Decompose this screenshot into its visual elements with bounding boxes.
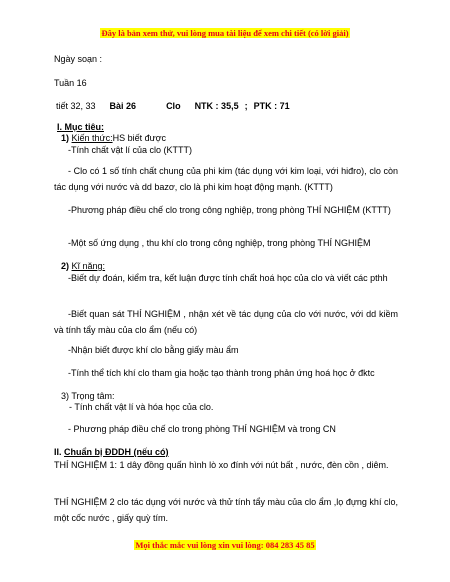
- preparation-item: THÍ NGHIỆM 1: 1 dây đồng quấn hình lò xo đính với nút bất , nước, đèn cồn , diêm.: [54, 460, 389, 470]
- week-label: Tuần 16: [54, 78, 87, 88]
- lesson-header: [56, 101, 290, 112]
- knowledge-item: -Tính chất vật lí của clo (KTTT): [68, 145, 193, 155]
- objectives-heading: I. Mục tiêu:: [57, 122, 104, 132]
- focus-item: - Phương pháp điều chế clo trong phòng THÍ NGHIỆM và trong CN: [68, 424, 336, 434]
- focus-heading: 3) Trọng tâm:: [61, 391, 115, 401]
- skills-item: -Tính thể tích khí clo tham gia hoặc tạo thành trong phản ứng hoá học ở đktc: [68, 368, 375, 378]
- skills-item: -Biết dự đoán, kiểm tra, kết luận được tính chất hoá học của clo và viết các pthh: [68, 273, 388, 283]
- lesson-element: Clo: [166, 101, 181, 111]
- knowledge-item: -Một số ứng dụng , thu khí clo trong công nghiệp, trong phòng THÍ NGHIỆM: [68, 238, 371, 248]
- atomic-mass: NTK : 35,5: [194, 101, 239, 111]
- focus-item: - Tính chất vật lí và hóa học của clo.: [69, 402, 214, 412]
- preview-notice-banner: Đây là bản xem thử, vui lòng mua tài liệu để xem chi tiết (có lời giải): [101, 28, 349, 38]
- skills-item: -Nhận biết được khí clo bằng giấy màu ẩm: [68, 345, 239, 355]
- skills-heading: 2) Kĩ năng:: [61, 261, 106, 271]
- knowledge-heading: 1) Kiến thức:HS biết được: [61, 133, 167, 143]
- knowledge-item: - Clo có 1 số tính chất chung của phi kim (tác dụng với kim loại, với hiđro), clo còn tác dụng với nước và dd bazơ, clo là phi kim hoạt động mạnh. (KTTT): [54, 166, 398, 192]
- separator: ;: [244, 101, 248, 111]
- date-label: Ngày soạn :: [54, 54, 103, 64]
- lesson-periods: tiết 32, 33: [56, 101, 96, 111]
- molecular-mass: PTK : 71: [253, 101, 290, 111]
- preparation-heading: II. Chuẩn bị ĐDDH (nếu có): [54, 447, 169, 457]
- contact-notice-banner: Mọi thắc mắc vui lòng xin vui lòng: 084 283 45 85: [135, 540, 315, 550]
- knowledge-item: -Phương pháp điều chế clo trong công nghiệp, trong phòng THÍ NGHIỆM (KTTT): [68, 205, 391, 215]
- skills-item: -Biết quan sát THÍ NGHIỆM , nhận xét về tác dụng của clo với nước, với dd kiềm và tính tẩy màu của clo ẩm (nếu có): [54, 309, 398, 335]
- lesson-title: Bài 26: [109, 101, 137, 111]
- preparation-item: THÍ NGHIỆM 2 clo tác dụng với nước và thử tính tẩy màu của clo ẩm ,lọ đựng khí clo, một cốc nước , giấy quỳ tím.: [54, 497, 398, 523]
